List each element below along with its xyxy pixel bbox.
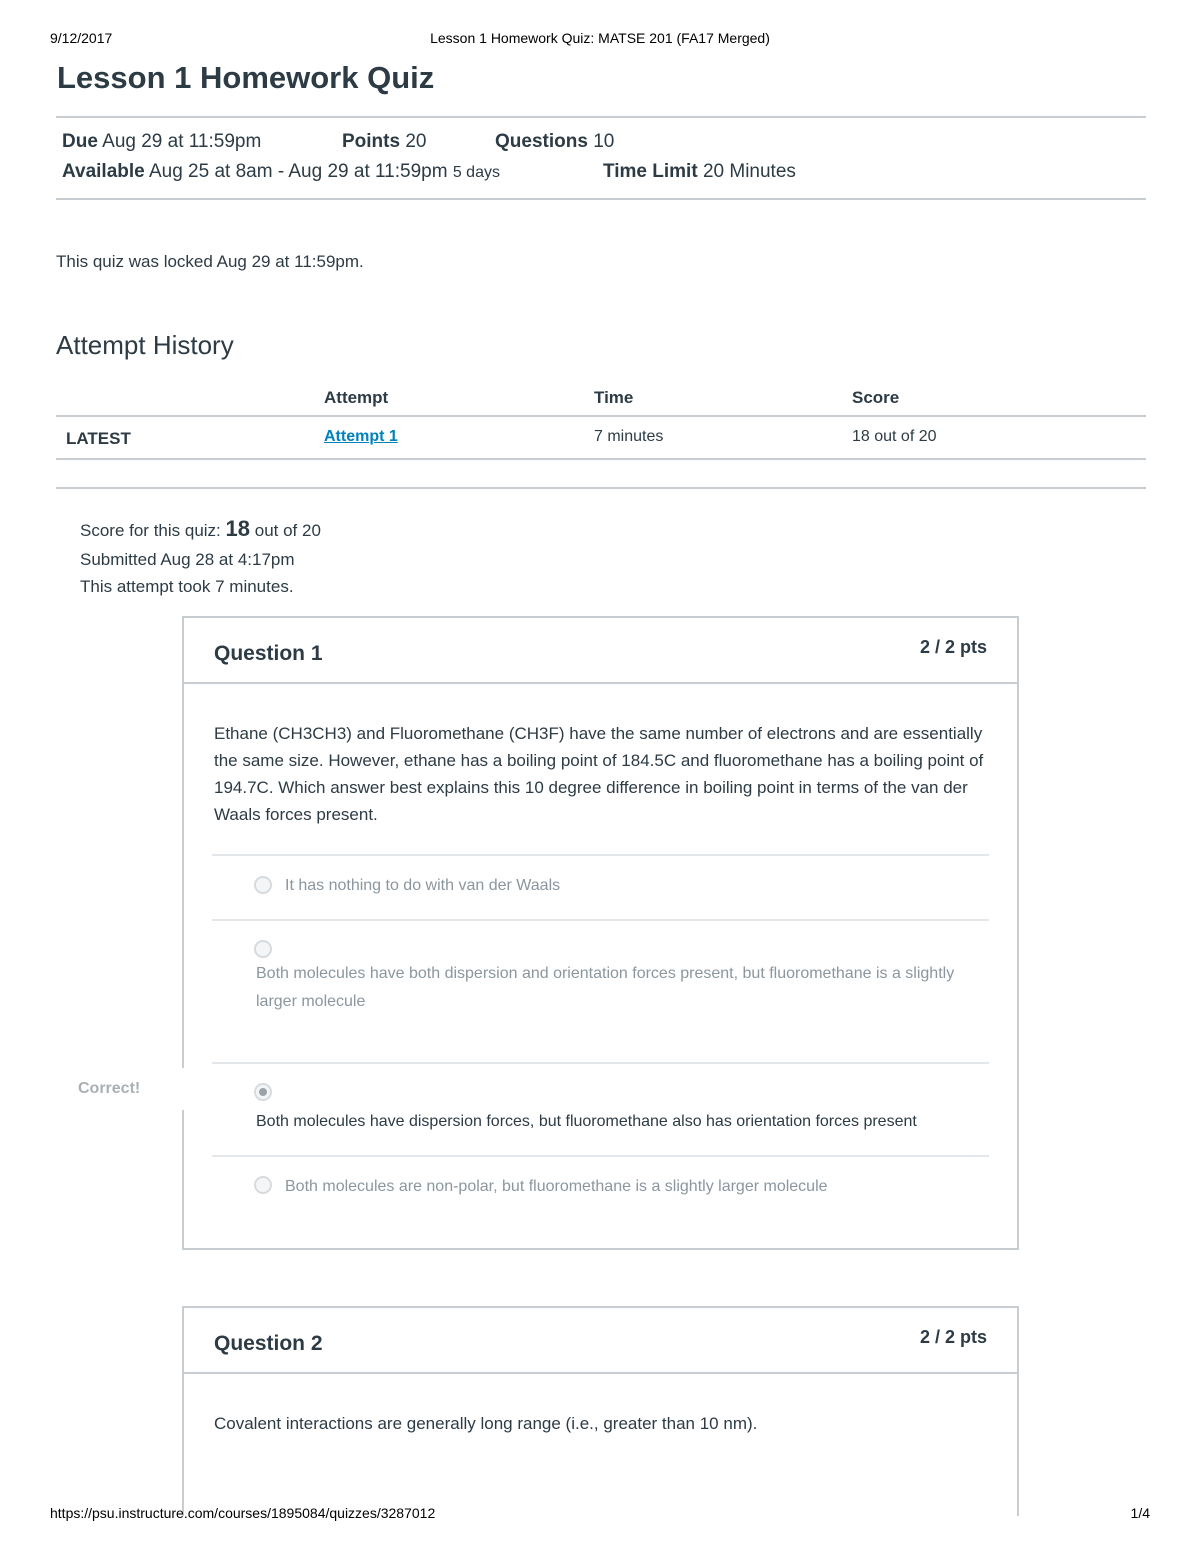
header-attempt: Attempt [324, 388, 389, 407]
questions-label: Questions [495, 131, 588, 152]
quiz-score [80, 516, 321, 542]
time-limit-label: Time Limit [603, 161, 698, 182]
questions-value: 10 [593, 131, 615, 152]
answer-divider [212, 854, 989, 856]
question-points: 2 / 2 pts [919, 1327, 987, 1347]
latest-label: LATEST [66, 429, 131, 448]
question-title: Question 1 [214, 642, 323, 665]
score-cell: 18 out of 20 [852, 428, 937, 445]
print-title: Lesson 1 Homework Quiz: MATSE 201 (FA17 Merged) [430, 30, 770, 46]
due-info [62, 131, 261, 153]
divider [56, 116, 1146, 118]
print-header [50, 30, 1150, 50]
attempt-duration: This attempt took 7 minutes. [80, 577, 294, 596]
table-header-divider [56, 415, 1146, 417]
submitted-info: Submitted Aug 28 at 4:17pm [80, 550, 295, 569]
question-text: Ethane (CH3CH3) and Fluoromethane (CH3F) have the same number of electrons and are essentially the same size. However, ethane has a boiling point of 184.5C and fluoromethane has a boiling point of 194.7C. Which answer best explains this 10 degree difference in boiling point in terms of the van der Waals forces present. [214, 724, 984, 824]
page-url: https://psu.instructure.com/courses/1895084/quizzes/3287012 [50, 1505, 436, 1521]
attempt-history-title: Attempt History [56, 330, 234, 360]
questions-info [495, 131, 614, 153]
attempt-cell [324, 428, 398, 446]
available-info [62, 161, 500, 183]
question-title: Question 2 [214, 1332, 323, 1355]
header-score: Score [852, 388, 900, 407]
question-text: Covalent interactions are generally long range (i.e., greater than 10 nm). [214, 1414, 758, 1433]
score-suffix: out of 20 [254, 521, 321, 540]
radio-button[interactable] [254, 940, 272, 958]
answer-text: It has nothing to do with van der Waals [285, 877, 561, 894]
points-info [342, 131, 426, 153]
question-header [184, 1308, 1017, 1374]
available-label: Available [62, 161, 145, 182]
due-value: Aug 29 at 11:59pm [102, 131, 262, 152]
correct-label: Correct! [78, 1080, 141, 1097]
table-row-divider [56, 458, 1146, 460]
page-title: Lesson 1 Homework Quiz [57, 60, 435, 95]
attempt-link[interactable]: Attempt 1 [324, 428, 398, 445]
locked-message: This quiz was locked Aug 29 at 11:59pm. [56, 252, 364, 271]
radio-button-selected[interactable] [254, 1083, 272, 1101]
time-cell: 7 minutes [594, 428, 664, 445]
time-limit-info [603, 161, 796, 183]
time-limit-value: 20 Minutes [702, 161, 796, 182]
divider [56, 198, 1146, 200]
due-label: Due [62, 131, 98, 152]
answer-divider [212, 1155, 989, 1157]
print-footer [50, 1505, 1150, 1525]
print-date: 9/12/2017 [50, 30, 113, 46]
radio-button[interactable] [254, 876, 272, 894]
score-prefix: Score for this quiz: [80, 521, 221, 540]
available-value: Aug 25 at 8am - Aug 29 at 11:59pm [148, 161, 448, 182]
score-value: 18 [225, 516, 250, 541]
points-value: 20 [405, 131, 427, 152]
available-duration: 5 days [452, 164, 500, 181]
divider [56, 487, 1146, 489]
answer-divider [212, 919, 989, 921]
answer-divider [212, 1062, 989, 1064]
page-number: 1/4 [1130, 1505, 1150, 1521]
question-header [184, 618, 1017, 684]
answer-text: Both molecules are non-polar, but fluoromethane is a slightly larger molecule [285, 1178, 828, 1195]
answer-text: Both molecules have dispersion forces, but fluoromethane also has orientation forces present [256, 1113, 917, 1130]
correct-marker-gap [180, 1068, 186, 1110]
points-label: Points [342, 131, 401, 152]
header-time: Time [594, 388, 634, 407]
question-2 [182, 1306, 1019, 1516]
radio-button[interactable] [254, 1176, 272, 1194]
question-points: 2 / 2 pts [919, 637, 987, 657]
answer-text: Both molecules have both dispersion and orientation forces present, but fluoromethane is a slightly larger molecule [256, 965, 955, 1010]
